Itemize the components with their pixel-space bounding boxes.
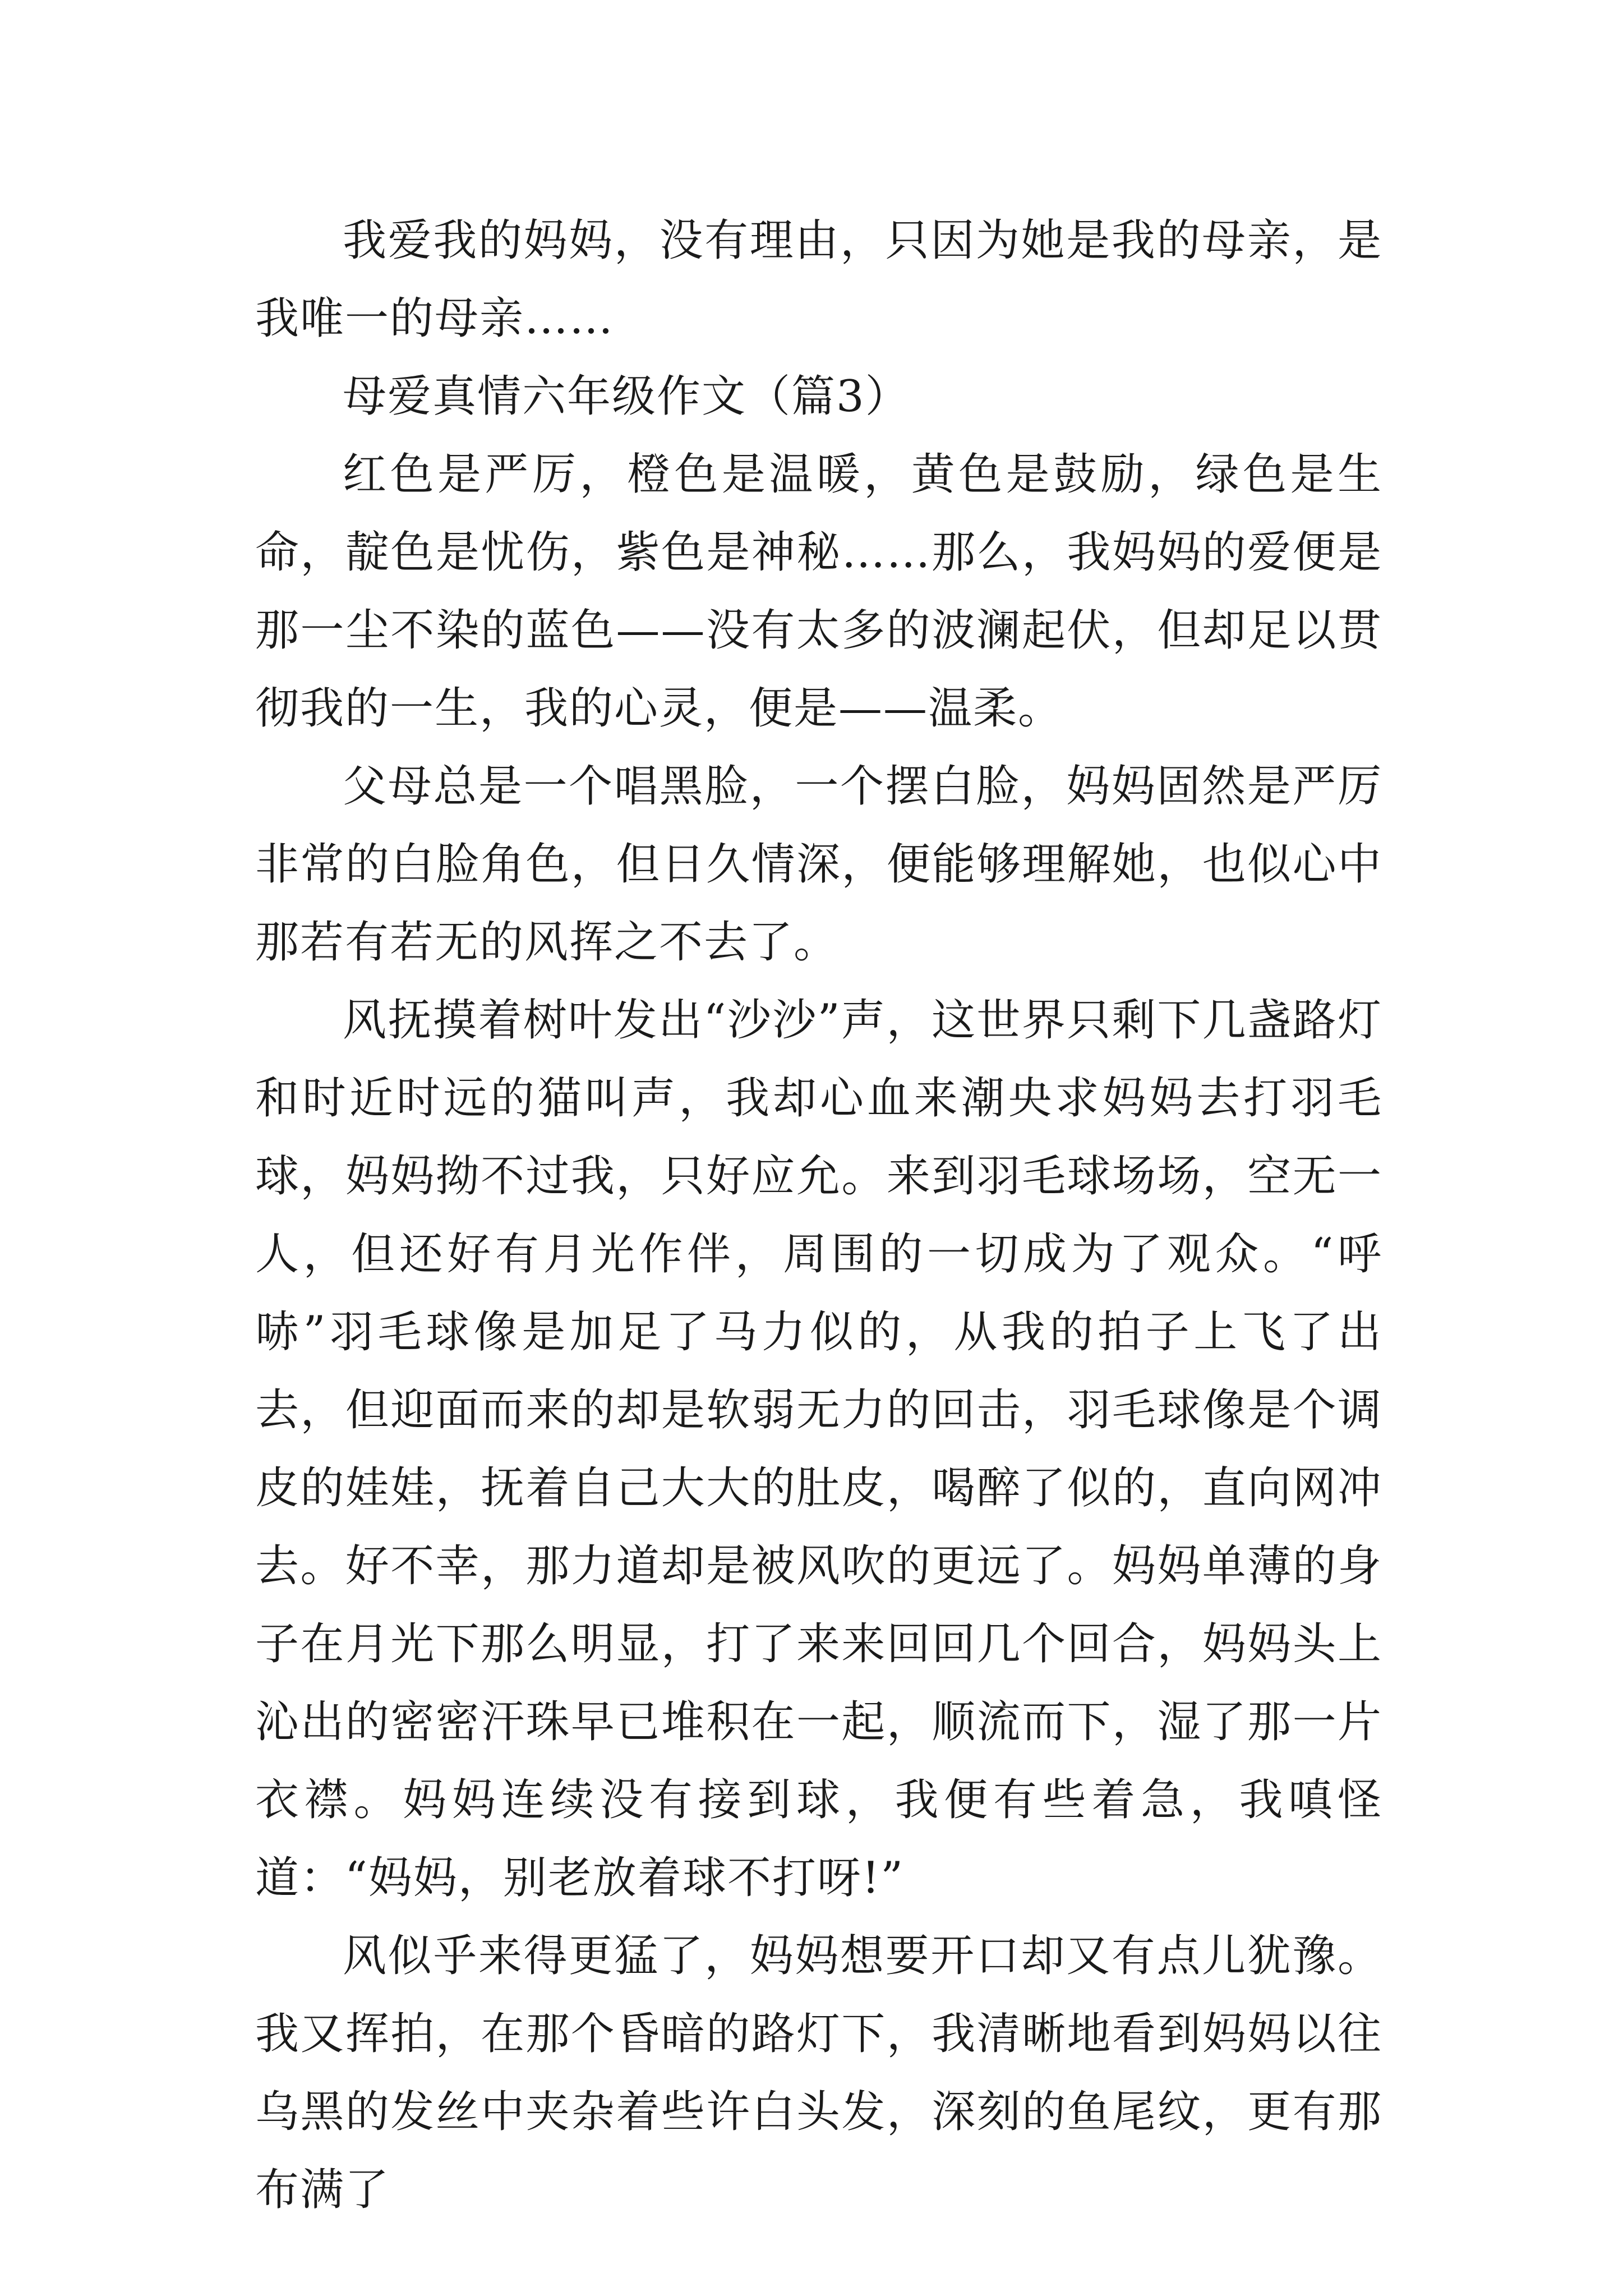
paragraph-badminton: 风抚摸着树叶发出“沙沙”声，这世界只剩下几盏路灯和时近时远的猫叫声，我却心血来潮央求妈妈去打羽毛球，妈妈拗不过我，只好应允。来到羽毛球场场，空无一人，但还好有月光作伴，周围的一切成为了观众。“呼哧”羽毛球像是加足了马力似的，从我的拍子上飞了出去，但迎面而来的却是软弱无力的回击，羽毛球像是个调皮的娃娃，抚着自己大大的肚皮，喝醉了似的，直向网冲去。好不幸，那力道却是被风吹的更远了。妈妈单薄的身子在月光下那么明显，打了来来回回几个回合，妈妈头上沁出的密密汗珠早已堆积在一起，顺流而下，湿了那一片衣襟。妈妈连续没有接到球，我便有些着急，我嗔怪道：“妈妈，别老放着球不打呀!” — [255, 995, 1382, 1903]
document-body — [255, 202, 1382, 2229]
section-heading: 母爱真情六年级作文（篇3） — [343, 371, 910, 422]
paragraph-closing-love: 我爱我的妈妈，没有理由，只因为她是我的母亲，是我唯一的母亲…… — [255, 215, 1382, 344]
paragraph-parents: 父母总是一个唱黑脸，一个摆白脸，妈妈固然是严厉非常的白脸角色，但日久情深，便能够理解她，也似心中那若有若无的风挥之不去了。 — [255, 761, 1382, 968]
paragraph-colors: 红色是严厉，橙色是温暖，黄色是鼓励，绿色是生命，靛色是忧伤，紫色是神秘……那么，我妈妈的爱便是那一尘不染的蓝色——没有太多的波澜起伏，但却足以贯彻我的一生，我的心灵，便是——温柔。 — [255, 449, 1382, 734]
paragraph-wind: 风似乎来得更猛了，妈妈想要开口却又有点儿犹豫。我又挥拍，在那个昏暗的路灯下，我清晰地看到妈妈以往乌黑的发丝中夹杂着些许白头发，深刻的鱼尾纹，更有那布满了 — [255, 1931, 1382, 2215]
